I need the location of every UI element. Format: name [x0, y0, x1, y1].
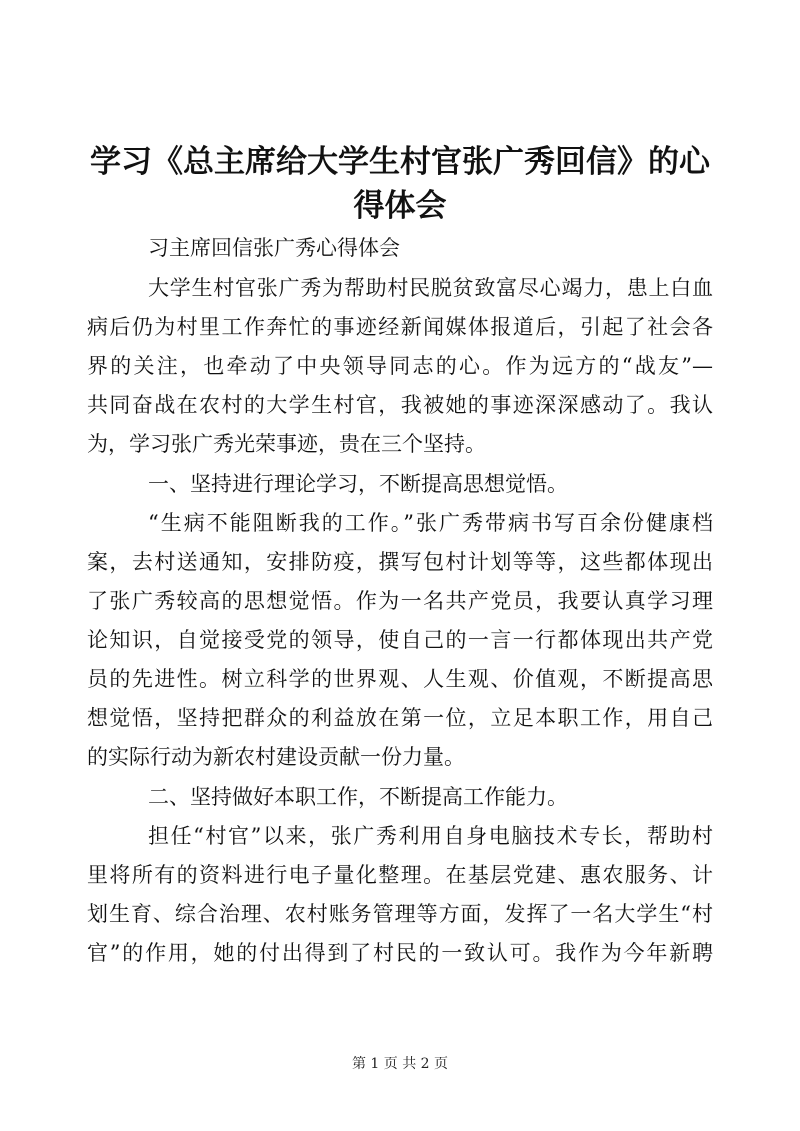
paragraph-2-line-6: 想觉悟，坚持把群众的利益放在第一位，立足本职工作，用自己	[87, 706, 713, 730]
paragraph-1-line-1: 大学生村官张广秀为帮助村民脱贫致富尽心竭力，患上白血	[148, 276, 713, 300]
paragraph-2-line-1: “生病不能阻断我的工作。”张广秀带病书写百余份健康档	[148, 511, 713, 535]
paragraph-3-line-1: 担任“村官”以来，张广秀利用自身电脑技术专长，帮助村	[148, 824, 713, 848]
paragraph-3-line-2: 里将所有的资料进行电子量化整理。在基层党建、惠农服务、计	[87, 863, 713, 887]
paragraph-2-line-5: 员的先进性。树立科学的世界观、人生观、价值观，不断提高思	[87, 667, 713, 691]
paragraph-1-line-2: 病后仍为村里工作奔忙的事迹经新闻媒体报道后，引起了社会各	[87, 315, 713, 339]
document-title-line-2: 得体会	[353, 188, 447, 224]
paragraph-2-line-2: 案，去村送通知，安排防疫，撰写包村计划等等，这些都体现出	[87, 550, 713, 574]
page-number-footer: 第 1 页 共 2 页	[351, 1056, 449, 1072]
paragraph-2-line-3: 了张广秀较高的思想觉悟。作为一名共产党员，我要认真学习理	[87, 589, 713, 613]
paragraph-1-line-5: 为，学习张广秀光荣事迹，贵在三个坚持。	[87, 432, 486, 456]
paragraph-2-line-7: 的实际行动为新农村建设贡献一份力量。	[87, 745, 465, 769]
paragraph-2-line-4: 论知识，自觉接受党的领导，使自己的一言一行都体现出共产党	[87, 628, 713, 652]
document-title-line-1: 学习《总主席给大学生村官张广秀回信》的心	[90, 144, 710, 180]
section-heading-1: 一、坚持进行理论学习，不断提高思想觉悟。	[148, 472, 568, 496]
section-heading-2: 二、坚持做好本职工作，不断提高工作能力。	[148, 785, 568, 809]
paragraph-1-line-3: 界的关注，也牵动了中央领导同志的心。作为远方的“战友”—	[87, 354, 713, 378]
subtitle-line: 习主席回信张广秀心得体会	[148, 236, 400, 260]
paragraph-3-line-3: 划生育、综合治理、农村账务管理等方面，发挥了一名大学生“村	[87, 902, 713, 926]
paragraph-1-line-4: 共同奋战在农村的大学生村官，我被她的事迹深深感动了。我认	[87, 393, 713, 417]
paragraph-3-line-4: 官”的作用，她的付出得到了村民的一致认可。我作为今年新聘	[87, 941, 713, 965]
